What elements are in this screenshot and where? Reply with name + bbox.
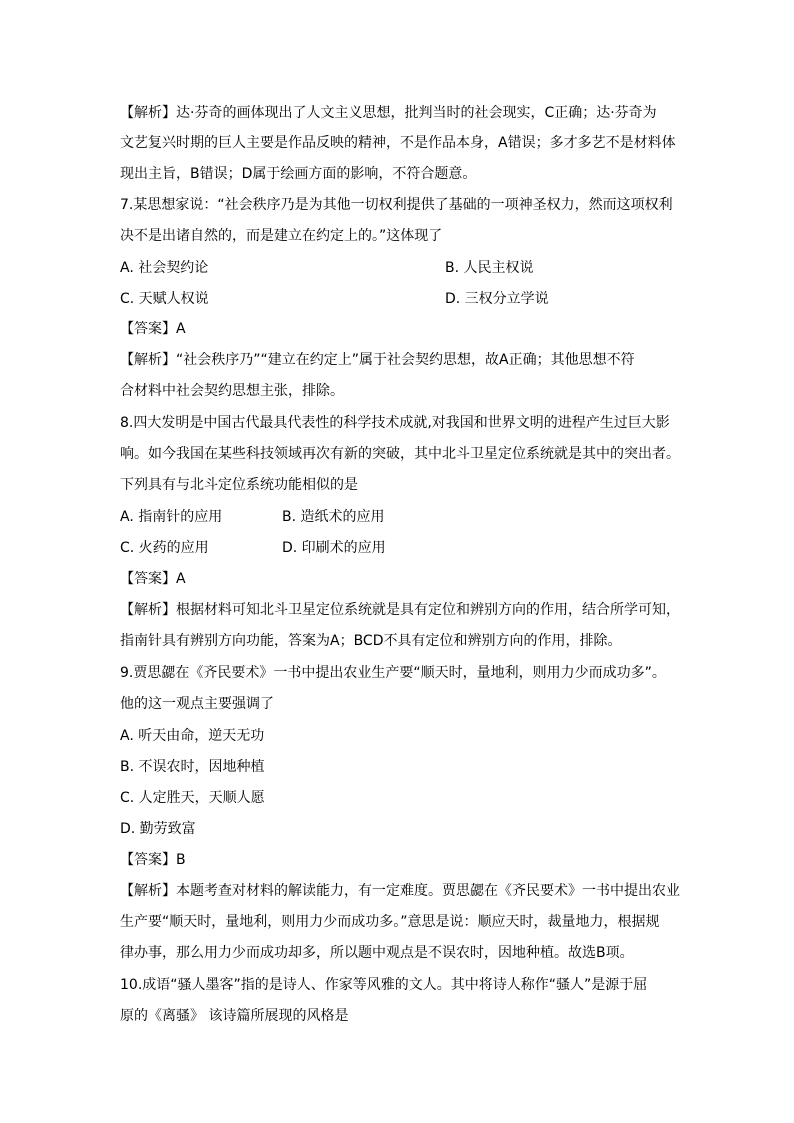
q10-stem-line-2: 原的《离骚》 该诗篇所展现的风格是 xyxy=(120,1008,349,1024)
q9-option-b: B. 不误农时，因地种植 xyxy=(120,759,265,775)
q7-answer: 【答案】A xyxy=(120,321,186,337)
q8-stem-line-2: 响。如今我国在某些科技领域再次有新的突破，其中北斗卫星定位系统就是其中的突出者。 xyxy=(120,446,680,462)
q9-option-c: C. 人定胜天，天顺人愿 xyxy=(120,790,265,806)
q8-stem-line-3: 下列具有与北斗定位系统功能相似的是 xyxy=(120,477,358,493)
q9-stem-line-2: 他的这一观点主要强调了 xyxy=(120,696,274,712)
q6-analysis-line-3: 现出主旨，B错误；D属于绘画方面的影响，不符合题意。 xyxy=(120,166,477,182)
q6-analysis-line-1: 【解析】达·芬奇的画体现出了人文主义思想，批判当时的社会现实，C正确；达·芬奇为 xyxy=(120,105,657,121)
q9-stem-line-1: 9.贾思勰在《齐民要术》一书中提出农业生产要“顺天时，量地利，则用力少而成功多”。 xyxy=(120,665,666,681)
q7-option-a: A. 社会契约论 xyxy=(120,260,209,276)
q8-stem-line-1: 8.四大发明是中国古代最具代表性的科学技术成就,对我国和世界文明的进程产生过巨大影 xyxy=(120,415,670,431)
q9-option-a: A. 听天由命，逆天无功 xyxy=(120,728,265,744)
q7-option-c: C. 天赋人权说 xyxy=(120,291,209,307)
q8-analysis-line-1: 【解析】根据材料可知北斗卫星定位系统就是具有定位和辨别方向的作用，结合所学可知， xyxy=(120,602,680,618)
q7-analysis-line-2: 合材料中社会契约思想主张，排除。 xyxy=(120,383,344,399)
q9-answer: 【答案】B xyxy=(120,852,186,868)
q10-stem-line-1: 10.成语“骚人墨客”指的是诗人、作家等风雅的文人。其中将诗人称作“骚人”是源于屈 xyxy=(120,977,648,993)
q8-analysis-line-2: 指南针具有辨别方向功能，答案为A；BCD不具有定位和辨别方向的作用，排除。 xyxy=(120,633,622,649)
q6-analysis-line-2: 文艺复兴时期的巨人主要是作品反映的精神，不是作品本身，A错误；多才多艺不是材料体 xyxy=(120,135,676,151)
q7-option-b: B. 人民主权说 xyxy=(445,260,534,276)
q8-option-b: B. 造纸术的应用 xyxy=(282,509,385,525)
q8-option-a: A. 指南针的应用 xyxy=(120,509,223,525)
q9-analysis-line-3: 律办事，那么用力少而成功却多，所以题中观点是不误农时，因地种植。故选B项。 xyxy=(120,945,634,961)
q9-analysis-line-2: 生产要“顺天时，量地利，则用力少而成功多。”意思是说：顺应天时，裁量地力，根据规 xyxy=(120,914,660,930)
q9-option-d: D. 勤劳致富 xyxy=(120,821,196,837)
q7-stem-line-2: 决不是出诸自然的，而是建立在约定上的。”这体现了 xyxy=(120,228,443,244)
q8-option-c: C. 火药的应用 xyxy=(120,540,209,556)
q7-option-d: D. 三权分立学说 xyxy=(445,291,549,307)
q8-option-d: D. 印刷术的应用 xyxy=(282,540,386,556)
q7-stem-line-1: 7.某思想家说：“社会秩序乃是为其他一切权利提供了基础的一项神圣权力，然而这项权利 xyxy=(120,197,673,213)
q9-analysis-line-1: 【解析】本题考查对材料的解读能力，有一定难度。贾思勰在《齐民要术》一书中提出农业 xyxy=(120,883,680,899)
q7-analysis-line-1: 【解析】“社会秩序乃”“建立在约定上”属于社会契约思想，故A正确；其他思想不符 xyxy=(120,352,635,368)
q8-answer: 【答案】A xyxy=(120,571,186,587)
